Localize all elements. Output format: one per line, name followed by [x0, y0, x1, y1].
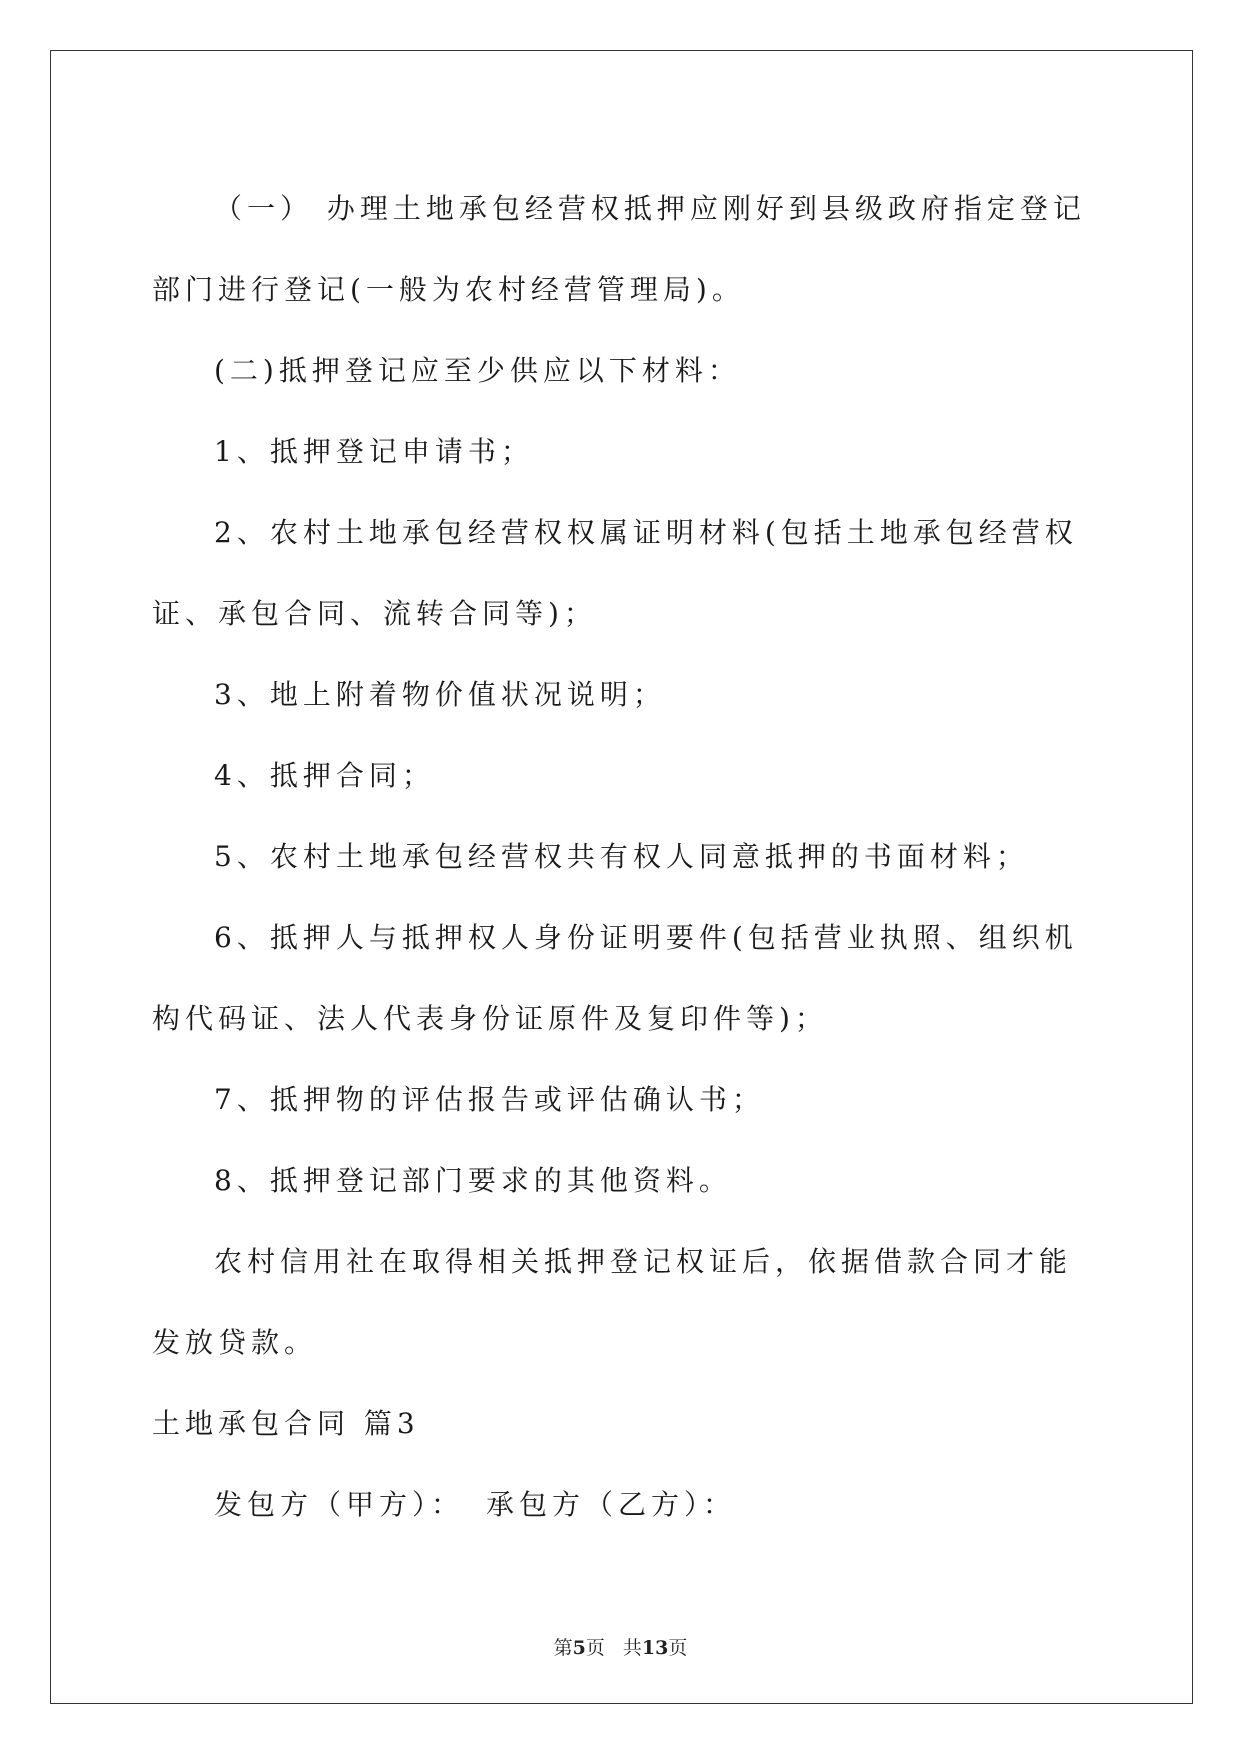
footer-total-prefix: 共 — [622, 1637, 642, 1659]
list-item-appraisal-report: 7、抵押物的评估报告或评估确认书； — [214, 1083, 765, 1116]
current-page-number: 5 — [572, 1637, 586, 1659]
list-item-co-owner-consent: 5、农村土地承包经营权共有权人同意抵押的书面材料； — [214, 840, 1029, 873]
list-item-application: 1、抵押登记申请书； — [214, 435, 534, 468]
document-body — [152, 168, 1092, 1545]
footer-prefix: 第 — [553, 1637, 573, 1659]
list-item-ownership-proof: 2、农村土地承包经营权权属证明材料(包括土地承包经营权证、承包合同、流转合同等)； — [152, 516, 1078, 630]
parties-line — [152, 1464, 1092, 1545]
paragraph-loan-release: 农村信用社在取得相关抵押登记权证后，依据借款合同才能发放贷款。 — [152, 1245, 1073, 1359]
party-b-label: 承包方（乙方）： — [486, 1488, 737, 1521]
footer-page-suffix: 页 — [585, 1637, 605, 1659]
list-item-identity-docs: 6、抵押人与抵押权人身份证明要件(包括营业执照、组织机构代码证、法人代表身份证原件及复印件等)； — [152, 921, 1078, 1035]
page-footer — [0, 1633, 1241, 1660]
total-pages-number: 13 — [641, 1637, 669, 1659]
list-item-mortgage-contract: 4、抵押合同； — [214, 759, 435, 792]
party-a-label: 发包方（甲方）： — [214, 1488, 465, 1521]
section-heading: 土地承包合同 篇3 — [152, 1407, 420, 1440]
paragraph-materials-intro: (二)抵押登记应至少供应以下材料： — [214, 354, 741, 387]
list-item-other-materials: 8、抵押登记部门要求的其他资料。 — [214, 1164, 732, 1197]
list-item-attachment-value: 3、地上附着物价值状况说明； — [214, 678, 666, 711]
paragraph-registration: （一） 办理土地承包经营权抵押应刚好到县级政府指定登记部门进行登记(一般为农村经营管理局)。 — [152, 192, 1086, 306]
footer-total-suffix: 页 — [668, 1637, 688, 1659]
